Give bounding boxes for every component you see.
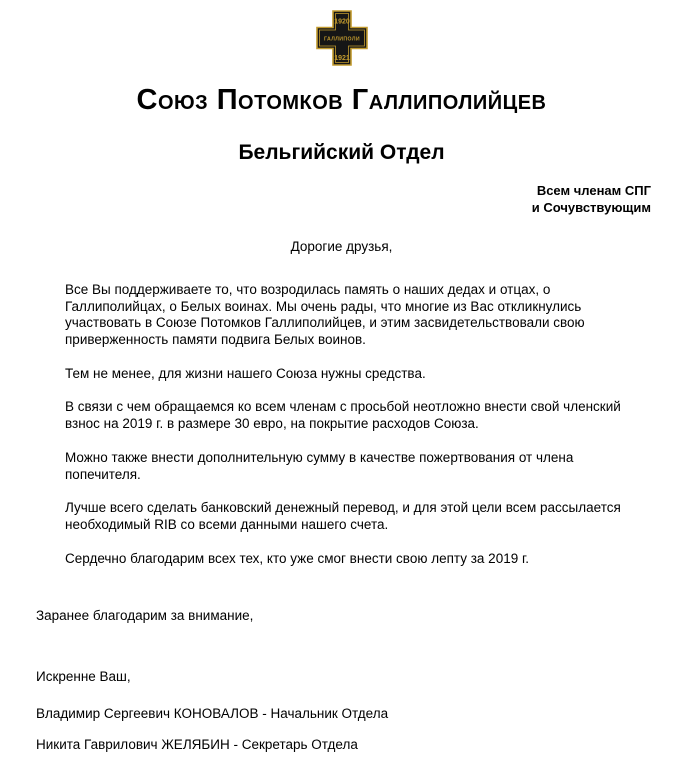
paragraph-1: Все Вы поддерживаете то, что возродилась память о наших дедах и отцах, о Галлиполийцах, о Белых воинах. Мы очень рады, что многие из Вас откликнулись участвовать в Союзе Потомков Галлиполийцев, и этим засвидетельствовали свою приверженность памяти подвига Белых воинов. <box>65 281 585 347</box>
organization-title: Союз Потомков Галлиполийцев <box>136 84 547 116</box>
signature-secretary: Никита Гаврилович ЖЕЛЯБИН - Секретарь Отдела <box>36 736 358 752</box>
recipient-line-2: и Сочувствующим <box>531 199 651 215</box>
letter-body <box>65 282 633 568</box>
salutation: Дорогие друзья, <box>290 238 393 254</box>
paragraph-4: Можно также внести дополнительную сумму в качестве пожертвования от члена попечителя. <box>65 449 574 482</box>
paragraph-3: В связи с чем обращаемся ко всем членам с просьбой неотложно внести свой членский взнос на 2019 г. в размере 30 евро, на покрытие расходов Союза. <box>65 399 621 432</box>
paragraph-2: Тем не менее, для жизни нашего Союза нужны средства. <box>65 365 426 381</box>
emblem-year-top: 1920 <box>333 18 350 26</box>
closing-valediction: Искренне Ваш, <box>36 668 131 684</box>
closing-thanks: Заранее благодарим за внимание, <box>36 607 254 623</box>
recipient-block <box>0 183 683 217</box>
branch-subtitle: Бельгийский Отдел <box>238 141 445 164</box>
gallipoli-cross-icon <box>316 10 368 66</box>
letter-closing <box>36 608 647 752</box>
emblem-year-bottom: 1921 <box>333 55 350 62</box>
emblem-container <box>0 0 683 66</box>
signature-chief: Владимир Сергеевич КОНОВАЛОВ - Начальник Отдела <box>36 705 389 721</box>
emblem-inscription: ГАЛЛИПОЛИ <box>323 36 360 43</box>
recipient-line-1: Всем членам СПГ <box>536 183 651 198</box>
paragraph-6: Сердечно благодарим всех тех, кто уже смог внести свою лепту за 2019 г. <box>65 550 529 566</box>
paragraph-5: Лучше всего сделать банковский денежный перевод, и для этой цели всем рассылается необходимый RIB со всеми данными нашего счета. <box>65 500 621 533</box>
